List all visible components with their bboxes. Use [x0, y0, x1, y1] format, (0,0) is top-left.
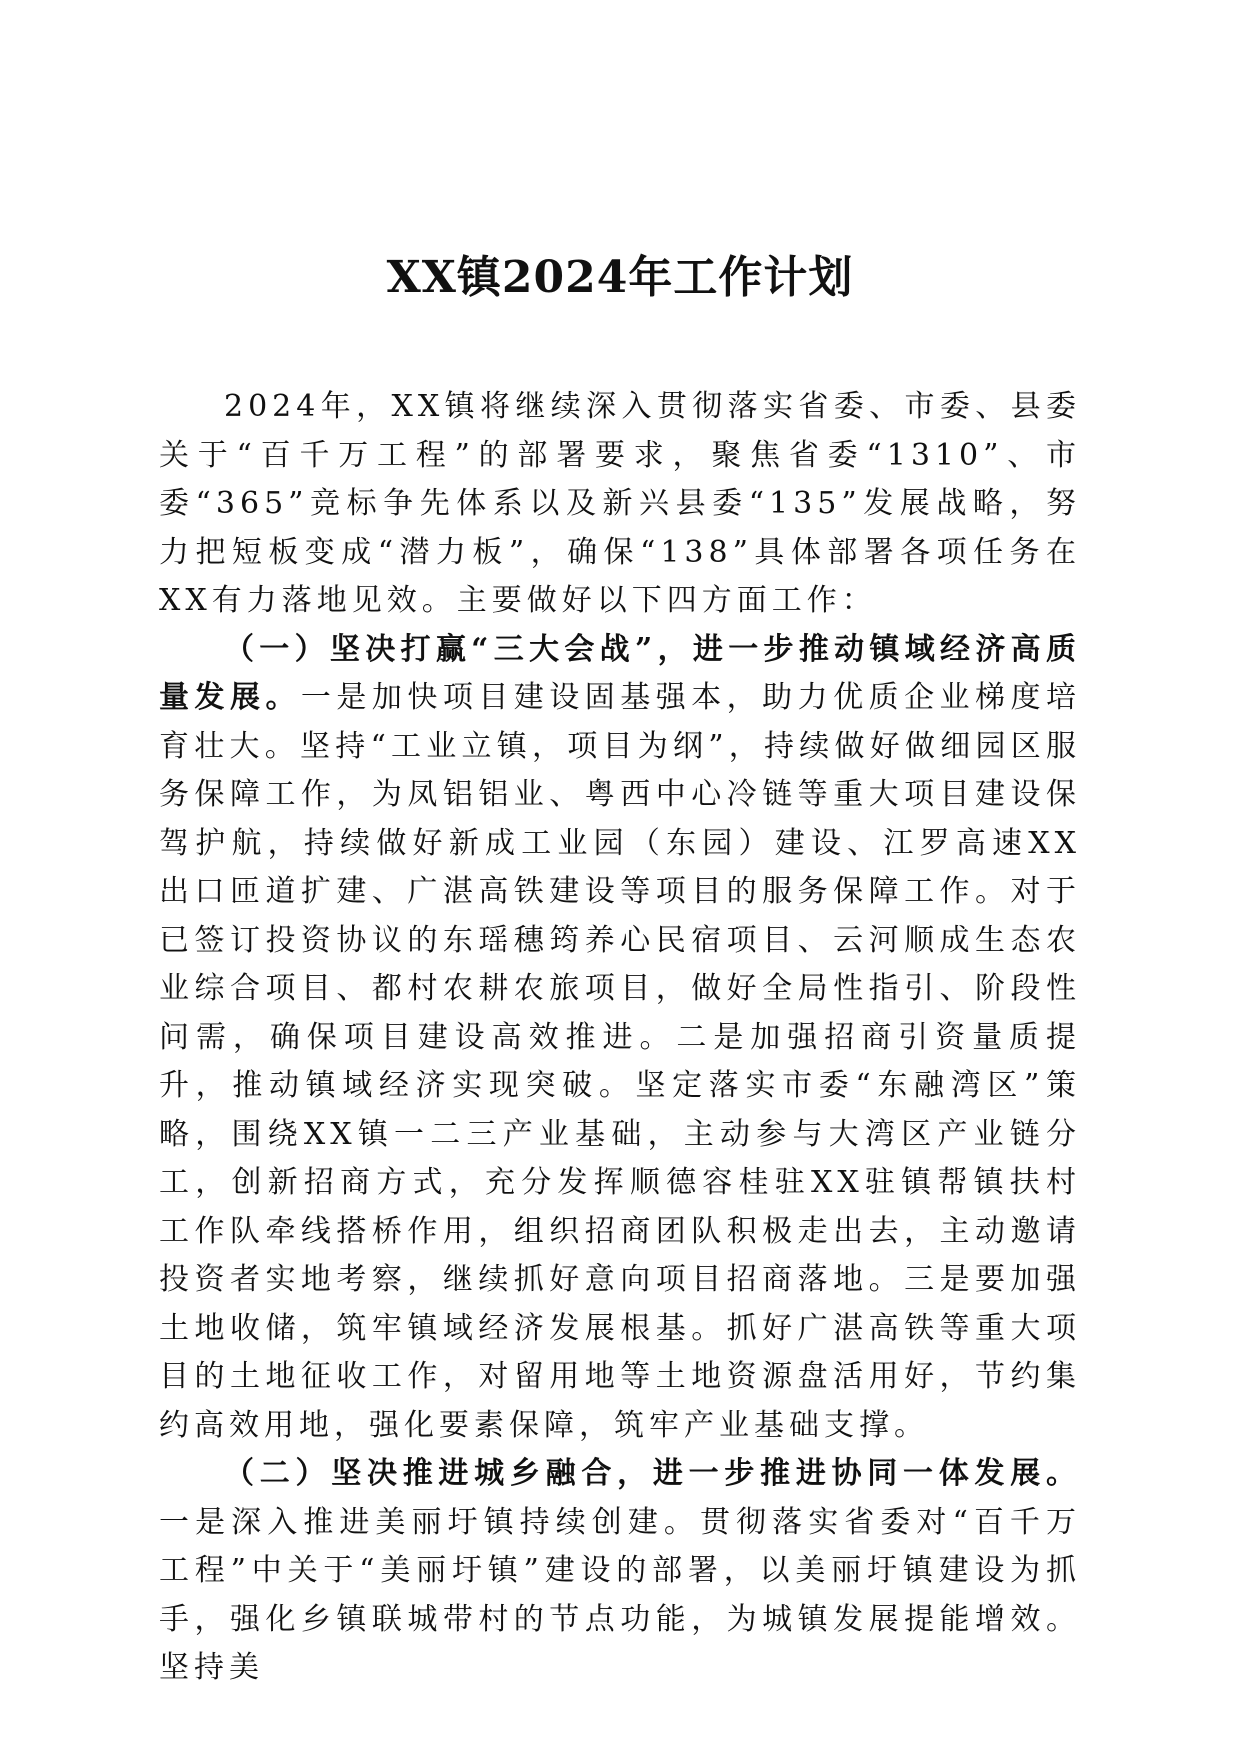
document-body	[159, 383, 1081, 1693]
section-paragraph-2	[159, 1450, 1081, 1693]
intro-paragraph: 2024年，XX镇将继续深入贯彻落实省委、市委、县委关于“百千万工程”的部署要求，聚焦省委“1310”、市委“365”竞标争先体系以及新兴县委“135”发展战略，努力把短板变成“潜力板”，确保“138”具体部署各项任务在XX有力落地见效。主要做好以下四方面工作：	[159, 389, 1081, 618]
section-body-1: 一是加快项目建设固基强本，助力优质企业梯度培育壮大。坚持“工业立镇，项目为纲”，持续做好做细园区服务保障工作，为凤铝铝业、粤西中心冷链等重大项目建设保驾护航，持续做好新成工业园（东园）建设、江罗高速XX出口匝道扩建、广湛高铁建设等项目的服务保障工作。对于已签订投资协议的东瑶穗筠养心民宿项目、云河顺成生态农业综合项目、都村农耕农旅项目，做好全局性指引、阶段性问需，确保项目建设高效推进。二是加强招商引资量质提升，推动镇域经济实现突破。坚定落实市委“东融湾区”策略，围绕XX镇一二三产业基础，主动参与大湾区产业链分工，创新招商方式，充分发挥顺德容桂驻XX驻镇帮镇扶村工作队牵线搭桥作用，组织招商团队积极走出去，主动邀请投资者实地考察，继续抓好意向项目招商落地。三是要加强土地收储，筑牢镇域经济发展根基。抓好广湛高铁等重大项目的土地征收工作，对留用地等土地资源盘活用好，节约集约高效用地，强化要素保障，筑牢产业基础支撑。	[159, 680, 1082, 1443]
document-title: XX镇2024年工作计划	[386, 252, 854, 303]
section-heading-1: （一）坚决打赢“三大会战”，进一步推动镇域经济高质量发展。	[159, 631, 1081, 715]
section-paragraph-1	[159, 626, 1081, 1451]
section-heading-2: （二）坚决推进城乡融合，进一步推进协同一体发展。	[224, 1456, 1081, 1491]
section-body-2: 一是深入推进美丽圩镇持续创建。贯彻落实省委对“百千万工程”中关于“美丽圩镇”建设的部署，以美丽圩镇建设为抓手，强化乡镇联城带村的节点功能，为城镇发展提能增效。坚持美	[159, 1504, 1081, 1685]
